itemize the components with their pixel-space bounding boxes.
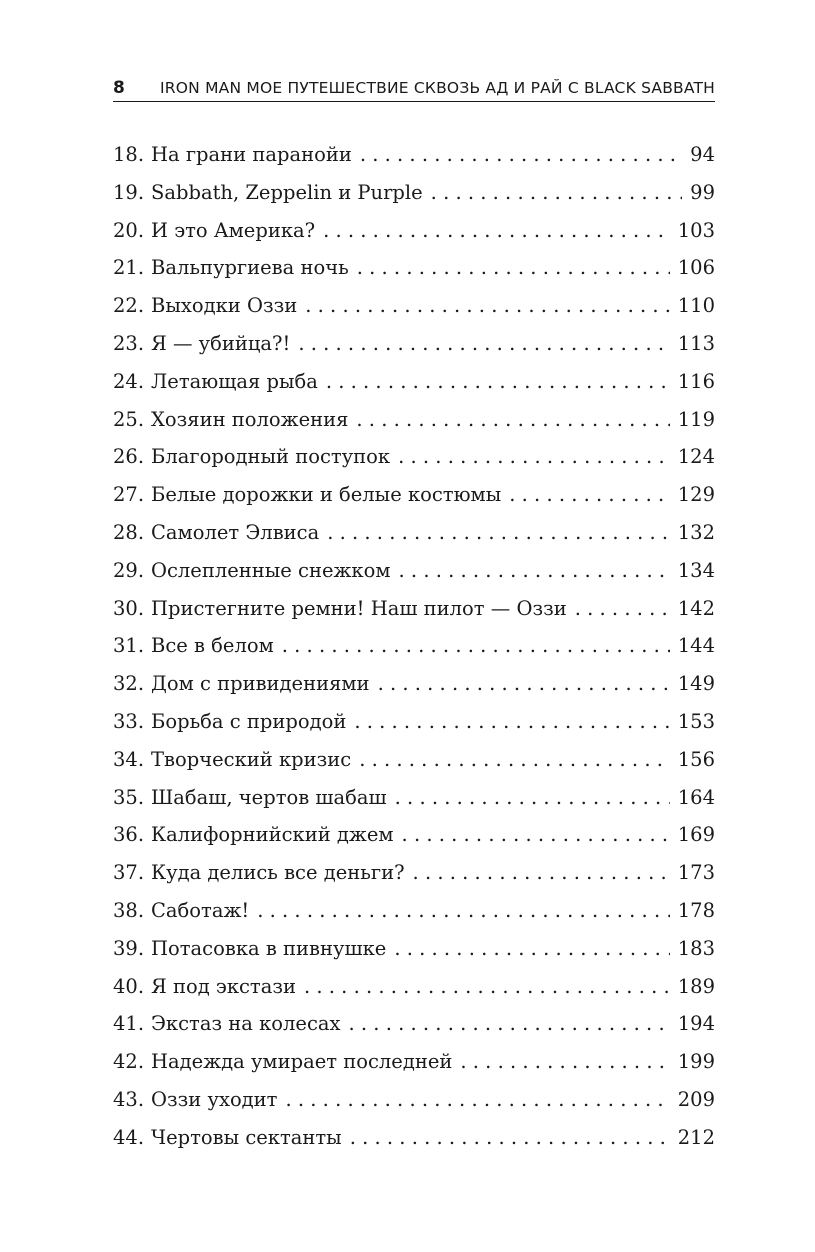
dot-leader — [327, 514, 670, 552]
dot-leader — [326, 363, 670, 401]
toc-entry-number: 21. — [113, 256, 145, 280]
toc-entry-number: 23. — [113, 331, 145, 355]
toc-entry-title: Пристегните ремни! Наш пилот — Оззи — [151, 596, 567, 620]
toc-entry-page: 156 — [677, 747, 715, 771]
toc-entry-title: Куда делись все деньги? — [151, 861, 405, 885]
toc-entry — [113, 1119, 715, 1157]
toc-entry-title: Вальпургиева ночь — [151, 256, 349, 280]
toc-entry-page: 142 — [677, 596, 715, 620]
dot-leader — [413, 854, 670, 892]
toc-entry-number: 44. — [113, 1125, 145, 1149]
dot-leader — [356, 401, 669, 439]
toc-entry-title: Борьба с природой — [151, 709, 347, 733]
toc-entry — [113, 552, 715, 590]
toc-entry-title: Надежда умирает последней — [151, 1050, 453, 1074]
toc-entry-title: Летающая рыба — [151, 369, 318, 393]
toc-entry-title: Хозяин положения — [151, 407, 349, 431]
toc-entry-title: На грани паранойи — [151, 143, 352, 166]
header-rule — [113, 101, 715, 102]
toc-entry-page: 144 — [677, 634, 715, 658]
toc-entry-title: Дом с привидениями — [151, 672, 370, 696]
toc-entry-number: 35. — [113, 785, 145, 809]
toc-entry — [113, 665, 715, 703]
dot-leader — [285, 1081, 669, 1119]
toc-entry-page: 129 — [677, 483, 715, 507]
toc-entry — [113, 590, 715, 628]
toc-entry-page: 173 — [677, 861, 715, 885]
dot-leader — [257, 892, 670, 930]
dot-leader — [395, 779, 670, 817]
toc-entry — [113, 401, 715, 439]
toc-entry-number: 39. — [113, 936, 145, 960]
toc-entry-page: 199 — [677, 1050, 715, 1074]
toc-entry-number: 30. — [113, 596, 145, 620]
toc-entry-page: 116 — [677, 369, 715, 393]
dot-leader — [323, 212, 670, 250]
toc-entry-page: 106 — [677, 256, 715, 280]
toc-entry-number: 32. — [113, 672, 145, 696]
toc-entry-title: Саботаж! — [151, 898, 250, 922]
toc-entry — [113, 249, 715, 287]
dot-leader — [349, 1005, 670, 1043]
toc-entry — [113, 476, 715, 514]
toc-entry-page: 178 — [677, 898, 715, 922]
toc-entry-page: 113 — [677, 331, 715, 355]
toc-entry-page: 99 — [690, 180, 715, 204]
toc-entry-page: 194 — [677, 1012, 715, 1036]
toc-entry-number: 28. — [113, 520, 145, 544]
dot-leader — [359, 741, 670, 779]
toc-entry-page: 164 — [677, 785, 715, 809]
toc-entry — [113, 363, 715, 401]
toc-entry — [113, 1005, 715, 1043]
toc-entry-page: 110 — [677, 294, 715, 318]
toc-entry-page: 132 — [677, 520, 715, 544]
toc-entry — [113, 779, 715, 817]
dot-leader — [304, 968, 670, 1006]
dot-leader — [399, 552, 670, 590]
toc-entry-title: Я — убийца?! — [151, 331, 291, 355]
toc-entry-title: Белые дорожки и белые костюмы — [151, 483, 502, 507]
toc-entry-number: 43. — [113, 1087, 145, 1111]
toc-entry-page: 103 — [677, 218, 715, 242]
toc-entry — [113, 287, 715, 325]
toc-entry-title: Экстаз на колесах — [151, 1012, 341, 1036]
dot-leader — [402, 816, 670, 854]
toc-entry — [113, 703, 715, 741]
toc-entry-number: 36. — [113, 823, 145, 847]
toc-entry-page: 209 — [677, 1087, 715, 1111]
dot-leader — [305, 287, 670, 325]
toc-entry-title: Я под экстази — [151, 974, 296, 998]
dot-leader — [394, 930, 669, 968]
dot-leader — [460, 1043, 669, 1081]
dot-leader — [357, 249, 670, 287]
toc-entry-number: 40. — [113, 974, 145, 998]
dot-leader — [378, 665, 670, 703]
toc-entry-page: 134 — [677, 558, 715, 582]
toc-entry-title: Чертовы сектанты — [151, 1125, 342, 1149]
toc-entry-number: 20. — [113, 218, 145, 242]
toc-entry-number: 27. — [113, 483, 145, 507]
toc-entry — [113, 627, 715, 665]
dot-leader — [350, 1119, 670, 1157]
toc-entry-title: Ослепленные снежком — [151, 558, 391, 582]
toc-entry-page: 212 — [677, 1125, 715, 1149]
toc-entry-number: 34. — [113, 747, 145, 771]
dot-leader — [575, 590, 670, 628]
toc-entry-title: Творческий кризис — [151, 747, 352, 771]
toc-entry-page: 189 — [677, 974, 715, 998]
dot-leader — [431, 174, 683, 212]
dot-leader — [282, 627, 670, 665]
toc-entry — [113, 1081, 715, 1119]
toc-entry — [113, 741, 715, 779]
toc-entry — [113, 174, 715, 212]
toc-entry-number: 41. — [113, 1012, 145, 1036]
toc-entry — [113, 892, 715, 930]
toc-entry-title: Выходки Оззи — [151, 294, 298, 318]
toc-entry-number: 24. — [113, 369, 145, 393]
toc-entry-page: 153 — [677, 709, 715, 733]
running-title: IRON MAN МОЕ ПУТЕШЕСТВИЕ СКВОЗЬ АД И РАЙ С BLACK SABBATH — [160, 79, 715, 97]
toc-entry-title: Калифорнийский джем — [151, 823, 394, 847]
toc-entry — [113, 325, 715, 363]
running-head — [113, 78, 715, 100]
toc-entry-number: 31. — [113, 634, 145, 658]
toc-entry-number: 22. — [113, 294, 145, 318]
toc-entry-title: Sabbath, Zeppelin и Purple — [151, 180, 423, 204]
toc-entry-page: 149 — [677, 672, 715, 696]
dot-leader — [354, 703, 669, 741]
toc-entry-title: Потасовка в пивнушке — [151, 936, 387, 960]
toc-entry-number: 18. — [113, 143, 145, 166]
toc-entry-page: 119 — [677, 407, 715, 431]
toc-entry — [113, 438, 715, 476]
toc-entry-number: 25. — [113, 407, 145, 431]
toc-entry-number: 37. — [113, 861, 145, 885]
toc-entry-title: Благородный поступок — [151, 445, 391, 469]
toc-entry-number: 42. — [113, 1050, 145, 1074]
toc-entry-number: 19. — [113, 180, 145, 204]
toc-entry-page: 94 — [690, 143, 715, 166]
toc-entry — [113, 514, 715, 552]
toc-entry-page: 183 — [677, 936, 715, 960]
dot-leader — [398, 438, 670, 476]
toc-entry — [113, 816, 715, 854]
toc-entry — [113, 1043, 715, 1081]
toc-entry-page: 124 — [677, 445, 715, 469]
table-of-contents — [113, 136, 715, 1157]
toc-entry-title: Шабаш, чертов шабаш — [151, 785, 387, 809]
dot-leader — [298, 325, 669, 363]
toc-entry-title: Оззи уходит — [151, 1087, 278, 1111]
toc-entry-number: 29. — [113, 558, 145, 582]
toc-entry-number: 33. — [113, 709, 145, 733]
toc-entry-title: И это Америка? — [151, 218, 316, 242]
toc-entry-number: 38. — [113, 898, 145, 922]
toc-entry — [113, 136, 715, 174]
dot-leader — [509, 476, 670, 514]
toc-entry — [113, 212, 715, 250]
toc-entry-title: Самолет Элвиса — [151, 520, 320, 544]
toc-entry — [113, 854, 715, 892]
toc-entry-page: 169 — [677, 823, 715, 847]
toc-entry-number: 26. — [113, 445, 145, 469]
page-number: 8 — [113, 78, 126, 98]
toc-entry — [113, 930, 715, 968]
dot-leader — [360, 136, 682, 174]
toc-entry — [113, 968, 715, 1006]
toc-entry-title: Все в белом — [151, 634, 274, 658]
